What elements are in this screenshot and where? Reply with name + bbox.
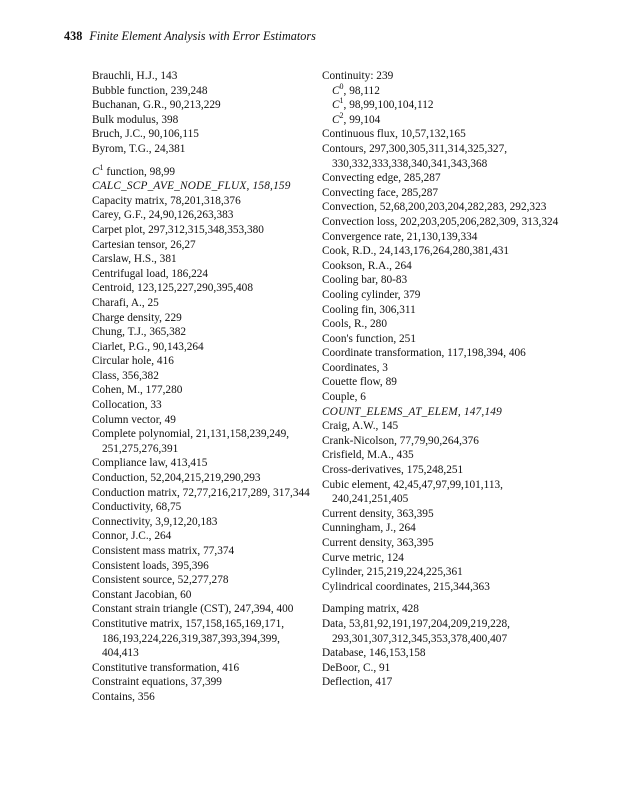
index-entry: Convection, 52,68,200,203,204,282,283, 292,323 xyxy=(322,201,547,214)
index-entry: Constitutive matrix, 157,158,165,169,171, 186,193,224,226,319,387,393,394,399, 404,413 xyxy=(92,617,285,660)
index-entry: Centrifugal load, 186,224 xyxy=(92,267,209,280)
running-header xyxy=(64,29,316,44)
index-entry: Consistent mass matrix, 77,374 xyxy=(92,545,235,557)
index-entry-pages: function, 98,99 xyxy=(103,165,176,178)
index-column-right xyxy=(322,69,562,690)
index-entry xyxy=(322,98,562,113)
index-entry: Couple, 6 xyxy=(322,391,366,404)
index-entry: DeBoor, C., 91 xyxy=(322,661,391,674)
index-entry: Connor, J.C., 264 xyxy=(92,530,172,543)
index-entry-superscript: 1 xyxy=(339,96,344,106)
index-entry: Coordinate transformation, 117,198,394, 406 xyxy=(322,347,526,360)
index-entry-symbol: C xyxy=(332,84,340,97)
index-entry: Cylindrical coordinates, 215,344,363 xyxy=(322,580,490,593)
index-entry: Carslaw, H.S., 381 xyxy=(92,253,177,266)
index-entry: Constitutive transformation, 416 xyxy=(92,661,240,674)
index-entry: Cooling fin, 306,311 xyxy=(322,303,416,316)
index-entry: Couette flow, 89 xyxy=(322,376,397,389)
book-title: Finite Element Analysis with Error Estimators xyxy=(89,29,316,43)
index-entry: Crisfield, M.A., 435 xyxy=(322,449,414,462)
page-number: 438 xyxy=(64,29,83,43)
index-entry: Craig, A.W., 145 xyxy=(322,420,399,433)
index-entry: Cunningham, J., 264 xyxy=(322,522,416,535)
index-entry-pages: , 98,112 xyxy=(343,84,380,97)
index-entry: COUNT_ELEMS_AT_ELEM, 147,149 xyxy=(322,405,502,418)
index-entry xyxy=(322,110,562,128)
index-entry: Constraint equations, 37,399 xyxy=(92,676,222,689)
index-entry: Coordinates, 3 xyxy=(322,361,388,374)
index-entry: Contours, 297,300,305,311,314,325,327, 330,332,333,338,340,341,343,368 xyxy=(322,142,508,170)
index-entry: Cookson, R.A., 264 xyxy=(322,259,412,272)
index-entry-pages: , 99,104 xyxy=(343,113,381,126)
index-entry: Cook, R.D., 24,143,176,264,280,381,431 xyxy=(322,245,510,258)
index-entry: Cooling cylinder, 379 xyxy=(322,288,421,301)
index-entry: Conductivity, 68,75 xyxy=(92,501,182,514)
index-entry: Database, 146,153,158 xyxy=(322,647,426,660)
index-entry: Ciarlet, P.G., 90,143,264 xyxy=(92,340,204,353)
index-entry: Deflection, 417 xyxy=(322,676,393,689)
index-entry: Bubble function, 239,248 xyxy=(92,84,208,97)
index-entry: Curve metric, 124 xyxy=(322,551,404,564)
index-entry: Complete polynomial, 21,131,158,239,249, 251,275,276,391 xyxy=(92,428,290,455)
index-entry-superscript: 1 xyxy=(99,162,104,172)
index-entry: Cohen, M., 177,280 xyxy=(92,384,183,397)
index-entry: Convergence rate, 21,130,139,334 xyxy=(322,230,478,243)
index-entry: Class, 356,382 xyxy=(92,369,159,382)
index-entry: Circular hole, 416 xyxy=(92,355,174,368)
index-entry-symbol: C xyxy=(332,99,340,112)
index-entry: Cooling bar, 80-83 xyxy=(322,274,408,287)
index-entry: Bulk modulus, 398 xyxy=(92,113,179,126)
index-entry: Column vector, 49 xyxy=(92,413,176,426)
index-entry: Cools, R., 280 xyxy=(322,318,387,331)
index-entry: Centroid, 123,125,227,290,395,408 xyxy=(92,282,253,295)
index-entry: Compliance law, 413,415 xyxy=(92,457,208,470)
index-entry: Cylinder, 215,219,224,225,361 xyxy=(322,566,463,579)
index-entry: Continuity: 239 xyxy=(322,70,394,82)
index-entry: Convection loss, 202,203,205,206,282,309, 313,324 xyxy=(322,215,559,228)
index-entry: Carey, G.F., 24,90,126,263,383 xyxy=(92,209,234,222)
index-entry-pages: , 98,99,100,104,112 xyxy=(343,99,434,112)
index-entry: Continuous flux, 10,57,132,165 xyxy=(322,128,466,141)
index-entry: Bruch, J.C., 90,106,115 xyxy=(92,128,199,141)
index-entry: Current density, 363,395 xyxy=(322,537,434,549)
index-entry: Capacity matrix, 78,201,318,376 xyxy=(92,194,241,207)
index-entry: Convecting face, 285,287 xyxy=(322,186,439,199)
index-entry xyxy=(322,81,562,99)
index-entry-superscript: 0 xyxy=(339,81,344,91)
index-entry: Conduction matrix, 72,77,216,217,289, 317,344 xyxy=(92,486,310,499)
index-entry: Chung, T.J., 365,382 xyxy=(92,326,187,339)
index-entry: Connectivity, 3,9,12,20,183 xyxy=(92,515,218,528)
index-entry: Constant strain triangle (CST), 247,394, 400 xyxy=(92,603,294,616)
index-entry: Conduction, 52,204,215,219,290,293 xyxy=(92,472,261,485)
index-entry: Collocation, 33 xyxy=(92,399,162,412)
index-entry: Damping matrix, 428 xyxy=(322,603,419,616)
index-column-left xyxy=(92,69,312,705)
index-entry: Carpet plot, 297,312,315,348,353,380 xyxy=(92,223,264,236)
index-entry-symbol: C xyxy=(332,113,340,126)
index-entry: Brauchli, H.J., 143 xyxy=(92,70,178,82)
index-entry: Byrom, T.G., 24,381 xyxy=(92,142,186,155)
index-entry: Charafi, A., 25 xyxy=(92,296,159,309)
index-entry: Consistent source, 52,277,278 xyxy=(92,574,229,587)
index-entry: Data, 53,81,92,191,197,204,209,219,228, 293,301,307,312,345,353,378,400,407 xyxy=(322,617,510,645)
index-entry: Contains, 356 xyxy=(92,690,155,703)
index-entry-superscript: 2 xyxy=(339,110,344,120)
index-entry: Cubic element, 42,45,47,97,99,101,113, 240,241,251,405 xyxy=(322,478,503,506)
index-entry: Cartesian tensor, 26,27 xyxy=(92,238,196,251)
index-entry: Buchanan, G.R., 90,213,229 xyxy=(92,99,221,112)
index-entry: Crank-Nicolson, 77,79,90,264,376 xyxy=(322,434,479,447)
index-entry: Cross-derivatives, 175,248,251 xyxy=(322,464,464,477)
index-entry: Charge density, 229 xyxy=(92,311,182,324)
index-entry: Convecting edge, 285,287 xyxy=(322,172,441,185)
index-entry: CALC_SCP_AVE_NODE_FLUX, 158,159 xyxy=(92,180,291,193)
index-entry: Coon's function, 251 xyxy=(322,332,416,345)
index-entry: Consistent loads, 395,396 xyxy=(92,559,209,572)
index-entry: Constant Jacobian, 60 xyxy=(92,588,192,601)
index-entry-symbol: C xyxy=(92,165,100,178)
index-entry: Current density, 363,395 xyxy=(322,507,434,520)
index-entry xyxy=(92,162,312,180)
